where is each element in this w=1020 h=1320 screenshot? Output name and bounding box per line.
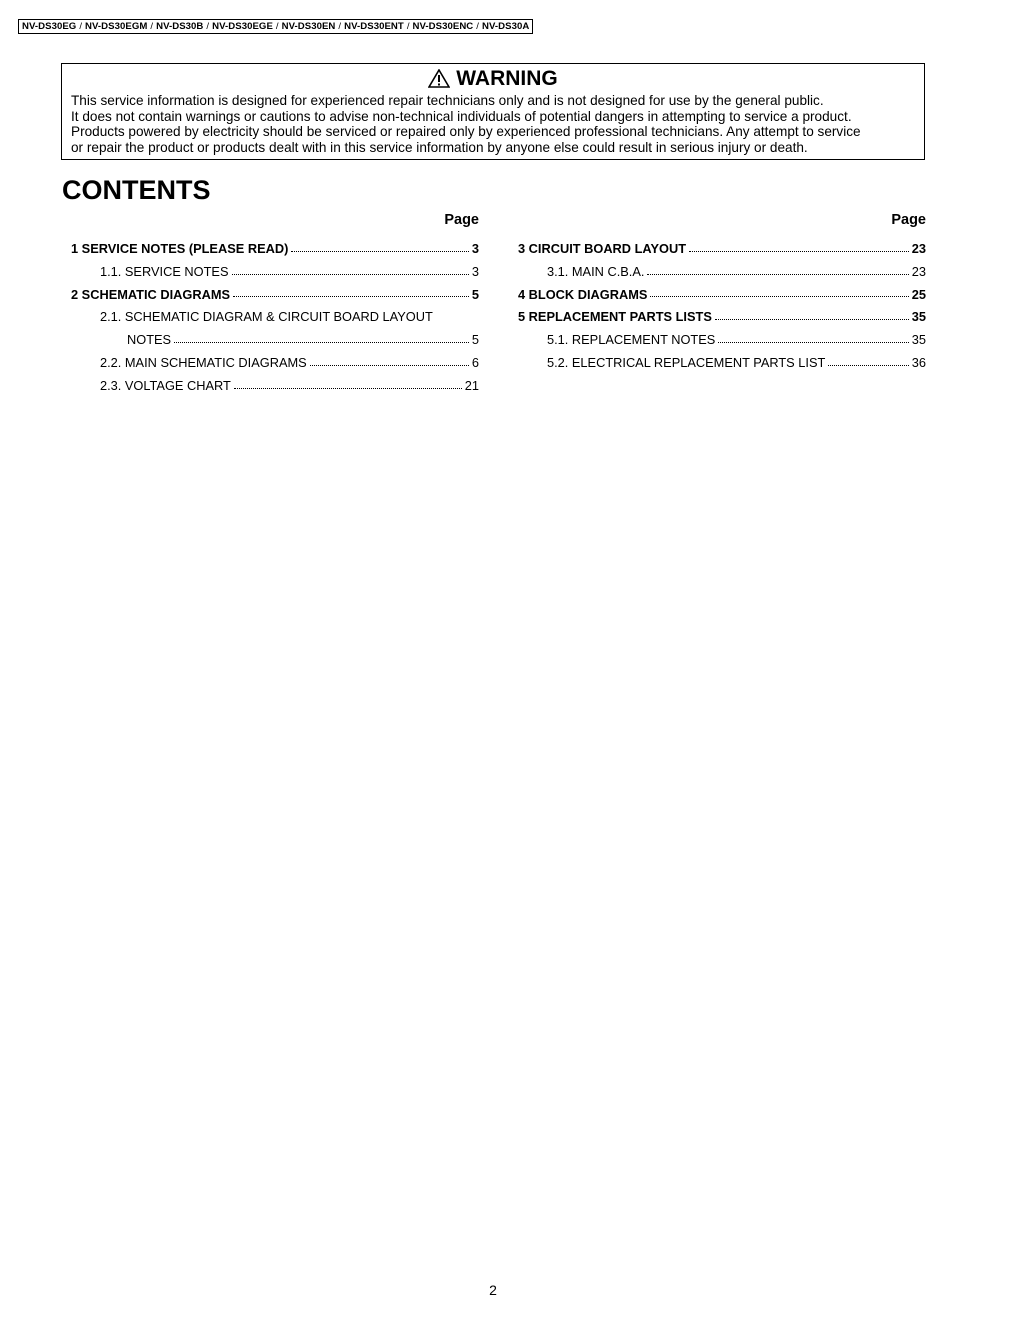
- warning-line: Products powered by electricity should be serviced or repaired only by experienced professional technicians. Any attempt to service: [71, 124, 861, 140]
- toc-entry-page: 5: [471, 286, 479, 302]
- toc-entry-title: 2.3. VOLTAGE CHART: [100, 377, 231, 393]
- toc-entry-page: 5: [471, 332, 479, 348]
- toc-entry[interactable]: [71, 375, 479, 398]
- model-separator: /: [476, 21, 479, 32]
- dot-leader: [234, 388, 462, 389]
- warning-title: [62, 67, 924, 91]
- toc-entry-page: 36: [911, 354, 926, 370]
- model-separator: /: [338, 21, 342, 32]
- warning-title-text: WARNING: [456, 67, 558, 90]
- toc-entry-title: 5.2. ELECTRICAL REPLACEMENT PARTS LIST: [547, 354, 826, 370]
- dot-leader: [689, 251, 909, 252]
- toc-entry-title: 3.1. MAIN C.B.A.: [547, 263, 645, 279]
- model-separator: /: [79, 21, 83, 32]
- warning-text: [71, 93, 918, 155]
- toc-entry-page: 3: [471, 263, 479, 279]
- model-number: NV-DS30ENT: [344, 21, 404, 32]
- toc-entry-title: 5 REPLACEMENT PARTS LISTS: [518, 309, 712, 325]
- dot-leader: [291, 251, 469, 252]
- warning-line: It does not contain warnings or cautions to advise non-technical individuals of potential dangers in attempting to service a product.: [71, 108, 852, 124]
- toc-entry-title: 2.1. SCHEMATIC DIAGRAM & CIRCUIT BOARD LAYOUT: [100, 309, 433, 325]
- toc-entry[interactable]: [518, 306, 926, 329]
- model-separator: /: [206, 21, 210, 32]
- toc-entry[interactable]: [518, 352, 926, 375]
- model-number: NV-DS30EG: [22, 21, 77, 32]
- model-separator: /: [406, 21, 410, 32]
- model-number: NV-DS30ENC: [412, 21, 474, 32]
- toc-entry-page: 23: [911, 263, 926, 279]
- toc-list-right: [518, 238, 926, 375]
- toc-entry[interactable]: [518, 284, 926, 307]
- model-separator: /: [275, 21, 279, 32]
- page-number: 2: [489, 1282, 497, 1298]
- toc-entry[interactable]: [71, 238, 479, 261]
- page-column-header: Page: [891, 212, 926, 228]
- toc-entry[interactable]: [518, 238, 926, 261]
- dot-leader: [715, 319, 909, 320]
- toc-list-left: [71, 238, 479, 398]
- toc-entry[interactable]: [71, 352, 479, 375]
- toc-entry-title: NOTES: [127, 332, 172, 348]
- toc-entry-title: 2 SCHEMATIC DIAGRAMS: [71, 286, 231, 302]
- toc-entry[interactable]: [71, 329, 479, 352]
- toc-entry-page: 21: [464, 377, 479, 393]
- toc-entry-page: 3: [471, 241, 479, 256]
- toc-entry[interactable]: [71, 306, 479, 329]
- toc-entry[interactable]: [71, 261, 479, 284]
- dot-leader: [174, 342, 469, 343]
- toc-entry[interactable]: [518, 261, 926, 284]
- model-number: NV-DS30EN: [281, 21, 336, 32]
- warning-line: or repair the product or products dealt with in this service information by anyone else could result in serious injury or death.: [71, 139, 808, 155]
- model-number: NV-DS30B: [156, 21, 204, 32]
- toc-entry[interactable]: [71, 284, 479, 307]
- toc-entry-page: 6: [471, 354, 479, 370]
- toc-entry-page: 23: [911, 241, 926, 256]
- dot-leader: [647, 274, 908, 275]
- contents-title: CONTENTS: [62, 175, 211, 205]
- dot-leader: [310, 365, 469, 366]
- model-number: NV-DS30EGM: [85, 21, 148, 32]
- toc-entry-page: 35: [911, 309, 926, 325]
- toc-entry-title: 2.2. MAIN SCHEMATIC DIAGRAMS: [100, 354, 307, 370]
- warning-triangle-icon: [428, 69, 450, 88]
- dot-leader: [233, 296, 469, 297]
- toc-entry[interactable]: [518, 329, 926, 352]
- toc-entry-title: 1 SERVICE NOTES (PLEASE READ): [71, 241, 289, 256]
- toc-column-right: [518, 211, 926, 375]
- toc-column-left: [71, 211, 479, 398]
- dot-leader: [650, 296, 908, 297]
- toc-entry-title: 4 BLOCK DIAGRAMS: [518, 286, 648, 302]
- warning-line: This service information is designed for experienced repair technicians only and is not designed for use by the general public.: [71, 93, 824, 108]
- dot-leader: [718, 342, 908, 343]
- toc-entry-title: 5.1. REPLACEMENT NOTES: [547, 332, 716, 348]
- page-column-header: Page: [444, 212, 479, 228]
- model-header: [18, 19, 533, 34]
- toc-entry-page: 35: [911, 332, 926, 348]
- warning-box: [61, 63, 925, 160]
- toc-entry-title: 1.1. SERVICE NOTES: [100, 263, 229, 279]
- toc-entry-page: 25: [911, 286, 926, 302]
- model-separator: /: [150, 21, 154, 32]
- toc-entry-title: 3 CIRCUIT BOARD LAYOUT: [518, 241, 687, 256]
- model-number: NV-DS30A: [482, 21, 530, 32]
- model-number: NV-DS30EGE: [212, 21, 273, 32]
- dot-leader: [828, 365, 908, 366]
- dot-leader: [232, 274, 469, 275]
